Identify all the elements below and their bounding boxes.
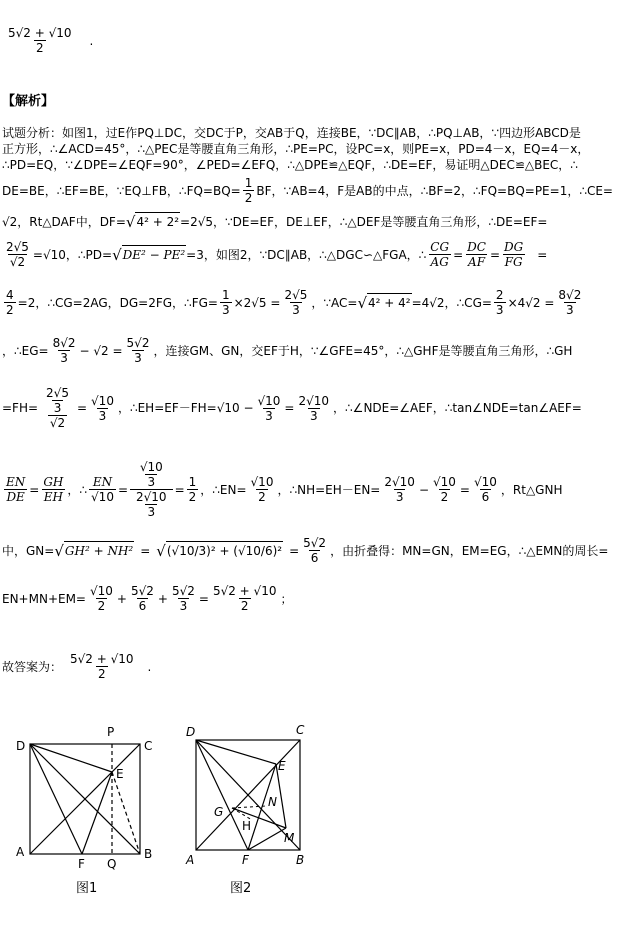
text-line-3: ∴PD=EQ，∵∠DPE=∠EQF=90°，∠PED=∠EFQ，∴△DPE≌△EQF，∴DE=EF，易证明△DEC≌△BEC，∴ [2, 158, 578, 172]
fig2-label-B: B [296, 853, 305, 867]
fig2-label-F: F [242, 853, 249, 867]
fig2-label-D: D [186, 725, 196, 739]
fig1-label-F: F [78, 857, 85, 871]
text-line-6: $\frac{2√5}{√2}$ =√10，∴PD= √ DE² − PE² =3，如图2，∵DC∥AB，∴△DGC∽△FGA，∴ $\frac{CG}{AG}$ = $\frac{DC}{AF}$ = $\frac{DG}{FG}$ = [6, 240, 548, 269]
top-answer-denominator: 2 [35, 41, 44, 55]
fig2-label-A: A [186, 853, 195, 867]
fig1-label-B: B [144, 847, 153, 861]
fig2-label-E: E [278, 759, 286, 773]
figure-1 [0, 720, 180, 900]
text-line-9: =FH= $\frac{\frac{2√5}{3}}{√2}$ = $\frac{√10}{3}$ ，∴EH=EF－FH=√10 − $\frac{√10}{3}$ = $\frac{2√10}{3}$ ，∴∠NDE=∠AEF，∴tan∠NDE=tan∠AEF= [2, 386, 582, 430]
section-heading: 【解析】 [2, 94, 55, 109]
fig2-caption: 图2 [230, 881, 252, 896]
fig2-label-M: M [284, 831, 295, 845]
text-line-1: 试题分析：如图1，过E作PQ⊥DC，交DC于P，交AB于Q，连接BE，∵DC∥AB，∴PQ⊥AB，∵四边形ABCD是 [2, 126, 581, 140]
fig1-label-D: D [16, 739, 26, 753]
fig1-label-A: A [16, 845, 25, 859]
fig2-label-H: H [242, 819, 252, 833]
fig2-label-N: N [268, 795, 277, 809]
text-line-5: √2 ，Rt△DAF中，DF= √ 4² + 2² =2√5，∵DE=EF，DE⊥EF，∴△DEF是等腰直角三角形，∴DE=EF= [2, 212, 548, 231]
fig1-label-C: C [144, 739, 153, 753]
text-line-7: $\frac{4}{2}$ =2，∴CG=2AG，DG=2FG，∴FG= $\frac{1}{3}$ ×2√5 = $\frac{2√5}{3}$ ，∵AC= √ 4² + 4² =4√2，∴CG= $\frac{2}{3}$ ×4√2 = $\frac{8√2}{3}$ [6, 288, 582, 317]
fig2-label-G: G [214, 805, 224, 819]
fig1-label-Q: Q [107, 857, 117, 871]
text-line-2: 正方形，∴∠ACD=45°，∴△PEC是等腰直角三角形，∴PE=PC，设PC=x，则PE=x，PD=4－x，EQ=4－x， [2, 142, 590, 156]
text-line-11: 中，GN= √ GH² + NH² = √ (√10/3)² + (√10/6)² = $\frac{5√2}{6}$ ，由折叠得：MN=GN，EM=EG，∴△EMN的周长= [2, 536, 609, 565]
figure-2 [180, 718, 320, 898]
top-answer [4, 26, 93, 55]
top-answer-period: . [89, 33, 94, 48]
answer-line: 故答案为： $\frac{5√2 + √10}{2}$ . [2, 652, 152, 681]
text-line-12: EN+MN+EM= $\frac{√10}{2}$ + $\frac{5√2}{6}$ + $\frac{5√2}{3}$ = $\frac{5√2 + √10}{2}$ ； [2, 584, 293, 613]
top-answer-numerator: 5√2 + √10 [8, 26, 72, 40]
text-line-4: DE=BE，∴EF=BE，∵EQ⊥FB，∴FQ=BQ= $\frac{1}{2}$ BF，∵AB=4，F是AB的中点，∴BF=2，∴FQ=BQ=PE=1，∴CE= [2, 176, 613, 205]
fig2-label-C: C [296, 723, 305, 737]
fig1-label-P: P [107, 725, 115, 739]
fig1-label-E: E [116, 767, 124, 781]
text-line-10: $\frac{EN}{DE}$ = $\frac{GH}{EH}$ ，∴ $\frac{EN}{√10}$ = $\frac{\frac{√10}{3}}{\frac{2√10}{3}}$ = $\frac{1}{2}$ ，∴EN= $\frac{√10}{2}$ ，∴NH=EH－EN= $\frac{2√10}{3}$ − $\frac{√10}{2}$ = $\frac{√10}{6}$ ，Rt△GNH [6, 460, 563, 519]
fig1-caption: 图1 [76, 881, 98, 896]
text-line-8: ，∴EG= $\frac{8√2}{3}$ − √2 = $\frac{5√2}{3}$ ，连接GM、GN，交EF于H，∵∠GFE=45°，∴△GHF是等腰直角三角形，∴GH [2, 336, 573, 365]
